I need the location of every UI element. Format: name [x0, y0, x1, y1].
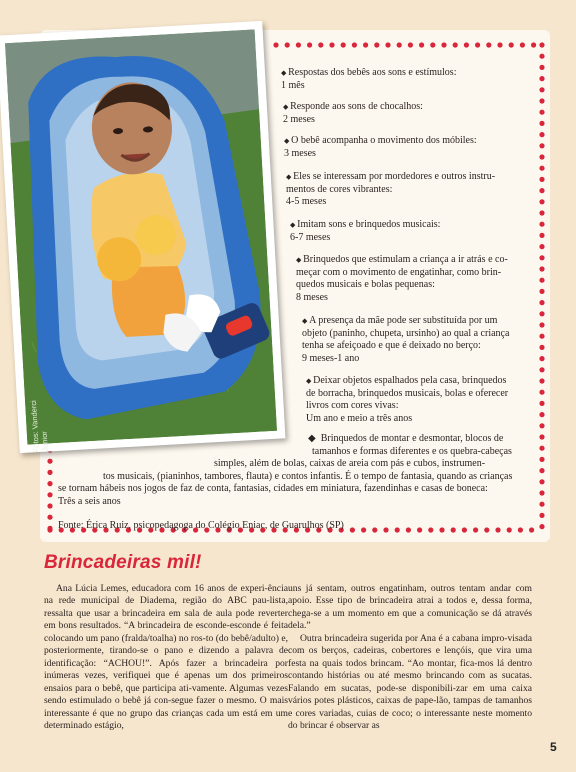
border-dot: [539, 76, 544, 81]
border-dot: [539, 255, 544, 260]
last-line-4: tos musicais, (pianinhos, tambores, flauta) e contos infantis. É o tempo de fantasia, quando as crianças: [103, 471, 513, 482]
border-dot: [47, 470, 52, 475]
last-line-2: tamanhos e formas diferentes e os quebra-cabeças: [312, 446, 512, 457]
border-dot: [539, 434, 544, 439]
border-dot: [307, 42, 312, 47]
border-dot: [296, 42, 301, 47]
border-dot: [428, 527, 433, 532]
border-dot: [383, 527, 388, 532]
milestone-text: Deixar objetos espalhados pela casa, brinquedos de borracha, brinquedos musicais, bolas e oferecer livros com cores vivas:: [306, 375, 509, 411]
border-dot: [539, 457, 544, 462]
border-dot: [406, 527, 411, 532]
border-dot: [539, 110, 544, 115]
source-note: Fonte: Érica Ruiz, psicopedagoga do Colégio Eniac, de Guarulhos (SP): [58, 520, 344, 531]
milestone-item: [302, 315, 509, 365]
border-dot: [539, 154, 544, 159]
border-dot: [531, 42, 536, 47]
last-line-1: ◆ Brinquedos de montar e desmontar, blocos de: [308, 433, 504, 444]
border-dot: [539, 289, 544, 294]
border-dot: [539, 300, 544, 305]
last-line-5: se tornam hábeis nos jogos de faz de conta, fantasias, cidades em miniatura, fazendinhas e casas de boneca:: [58, 483, 488, 494]
border-dot: [520, 42, 525, 47]
col1-paragraph-1: Ana Lúcia Lemes, educadora com 16 anos de experi-ência na rede municipal de Diadema, região do ABC pau-lista, ressalta que usar a brincadeira em sala de aula pode reverter em bons resultados. “A brincadeira de esconde-esconde é feita colocando um pano (fralda/toalha) no ros-to (do bebê/adulto) e, posteriormente, tirando-se o pano e dizendo a palavra de identificação: “ACHOU!”. Após fazer a brincadeira por inúmeras vezes, verifiquei que é apenas um dos primeiros ensaios para o bebê, que participa ati-vamente. Algumas vezes sendo estimulado o bebê já con-segue fazer o mesmo. O mais interessante é que no grupo das crianças cada um está em um determinado estágio,: [44, 583, 288, 731]
bullet-icon: ◆: [281, 69, 289, 77]
border-dot: [453, 42, 458, 47]
border-dot: [539, 42, 544, 47]
last-age: Três a seis anos: [58, 496, 121, 507]
border-dot: [397, 42, 402, 47]
milestone-age: 2 meses: [283, 113, 315, 125]
border-dot: [47, 515, 52, 520]
milestone-age: 4-5 meses: [286, 196, 327, 207]
border-dot: [539, 322, 544, 327]
border-dot: [539, 166, 544, 171]
border-dot: [539, 367, 544, 372]
col2-paragraph-2: Outra brincadeira sugerida por Ana é a cabana impro-visada com os berços, cadeiras, cobertores e lençóis, que vira uma festa na quais todos brincam. “Ao montar, fica-mos lá dentro contando histórias ou até mesmo brincando com as sucatas. Falando em sucatas, pode-se disponibili-zar em uma caixa vários potes plásticos, caixas de pape-lão, tampas de tamanhos e cores variadas, cuias de coco; o interessante neste momento do brincar é observar as: [288, 632, 532, 731]
border-dot: [507, 527, 512, 532]
border-dot: [539, 54, 544, 59]
border-dot: [374, 42, 379, 47]
border-dot: [539, 233, 544, 238]
border-dot: [417, 527, 422, 532]
border-dot: [47, 526, 52, 531]
border-dot: [329, 42, 334, 47]
baby-in-car-seat-image: [5, 29, 277, 444]
border-dot: [285, 42, 290, 47]
border-dot: [539, 121, 544, 126]
border-dot: [539, 378, 544, 383]
border-dot: [47, 459, 52, 464]
border-dot: [497, 42, 502, 47]
border-dot: [430, 42, 435, 47]
border-dot: [539, 278, 544, 283]
border-dot: [273, 42, 278, 47]
border-dot: [539, 87, 544, 92]
milestone-item: [281, 67, 456, 92]
border-dot: [539, 513, 544, 518]
border-dot: [439, 527, 444, 532]
milestone-age: 8 meses: [296, 291, 328, 303]
border-dot: [539, 311, 544, 316]
milestone-text: Respostas dos bebês aos sons e estímulos:: [288, 67, 457, 78]
border-dot: [539, 334, 544, 339]
col2-paragraph-1: uns já sentam, outros engatinham, outros tentam andar com apoio. Esse tipo de brincadeira atrai a todos e, dessa forma, chega-se a um momento em que a comunicação se dá através dela.”: [288, 583, 532, 632]
border-dot: [539, 468, 544, 473]
border-dot: [539, 98, 544, 103]
milestone-text: Responde aos sons de chocalhos:: [290, 101, 423, 112]
milestone-text: Eles se interessam por mordedores e outros instru- mentos de cores vibrantes:: [286, 171, 496, 195]
article-title: Brincadeiras mil!: [44, 552, 202, 573]
border-dot: [484, 527, 489, 532]
border-dot: [341, 42, 346, 47]
milestone-age: Um ano e meio a três anos: [306, 412, 413, 424]
border-dot: [372, 527, 377, 532]
photo-credit: Fotos: Vanderci Junior: [28, 400, 50, 453]
border-dot: [539, 401, 544, 406]
milestone-age: 3 meses: [284, 147, 316, 159]
border-dot: [363, 42, 368, 47]
border-dot: [539, 188, 544, 193]
page-number: 5: [550, 740, 557, 754]
border-dot: [539, 210, 544, 215]
border-dot: [495, 527, 500, 532]
milestone-text: O bebê acompanha o movimento dos móbiles:: [291, 135, 477, 146]
border-dot: [539, 502, 544, 507]
border-dot: [539, 266, 544, 271]
milestone-item: [290, 219, 440, 244]
milestone-text: A presença da mãe pode ser substituída por um objeto (paninho, chupeta, ursinho) ao qual a criança tenha se afeiçoado e que é deixado no berço:: [302, 315, 510, 351]
border-dot: [318, 42, 323, 47]
bullet-icon: ◆: [283, 103, 291, 111]
border-dot: [451, 527, 456, 532]
milestone-item: [284, 135, 477, 160]
border-dot: [361, 527, 366, 532]
milestone-text: Brinquedos que estimulam a criança a ir atrás e co- meçar com o movimento de engatinhar, como brin- quedos musicais e bolas pequenas:: [296, 254, 508, 290]
border-dot: [475, 42, 480, 47]
border-dot: [539, 446, 544, 451]
border-dot: [47, 492, 52, 497]
border-dot: [395, 527, 400, 532]
milestone-text: Imitam sons e brinquedos musicais:: [297, 219, 441, 230]
border-dot: [539, 143, 544, 148]
border-dot: [539, 423, 544, 428]
milestone-item: [283, 101, 423, 126]
border-dot: [539, 490, 544, 495]
milestone-age: 9 meses-1 ano: [302, 352, 360, 364]
border-dot: [462, 527, 467, 532]
border-dot: [539, 65, 544, 70]
bullet-icon: ◆: [296, 256, 304, 264]
baby-photo: [0, 21, 285, 453]
border-dot: [408, 42, 413, 47]
last-line-3: simples, além de bolas, caixas de areia com pás e cubos, instrumen-: [214, 458, 486, 469]
border-dot: [352, 42, 357, 47]
border-dot: [539, 390, 544, 395]
bullet-icon: ◆: [290, 221, 298, 229]
border-dot: [539, 177, 544, 182]
border-dot: [350, 527, 355, 532]
milestone-age: 6-7 meses: [290, 231, 331, 243]
border-dot: [47, 481, 52, 486]
border-dot: [529, 527, 534, 532]
border-dot: [539, 412, 544, 417]
bullet-icon: ◆: [306, 377, 314, 385]
milestone-item: [306, 375, 508, 425]
border-dot: [539, 199, 544, 204]
border-dot: [539, 524, 544, 529]
border-dot: [539, 479, 544, 484]
article-column-1: [44, 583, 288, 732]
border-dot: [385, 42, 390, 47]
bullet-icon: ◆: [286, 173, 294, 181]
border-dot: [539, 244, 544, 249]
milestone-age: 1 mês: [281, 79, 305, 91]
border-dot: [539, 356, 544, 361]
border-dot: [47, 503, 52, 508]
border-dot: [464, 42, 469, 47]
border-dot: [539, 222, 544, 227]
border-dot: [419, 42, 424, 47]
bullet-icon: ◆: [302, 317, 310, 325]
border-dot: [473, 527, 478, 532]
milestone-item: [286, 171, 495, 209]
article-column-2: [288, 583, 532, 732]
bullet-icon: ◆: [284, 137, 292, 145]
border-dot: [441, 42, 446, 47]
border-dot: [518, 527, 523, 532]
border-dot: [486, 42, 491, 47]
border-dot: [509, 42, 514, 47]
milestone-item: [296, 254, 508, 304]
border-dot: [539, 132, 544, 137]
border-dot: [539, 345, 544, 350]
